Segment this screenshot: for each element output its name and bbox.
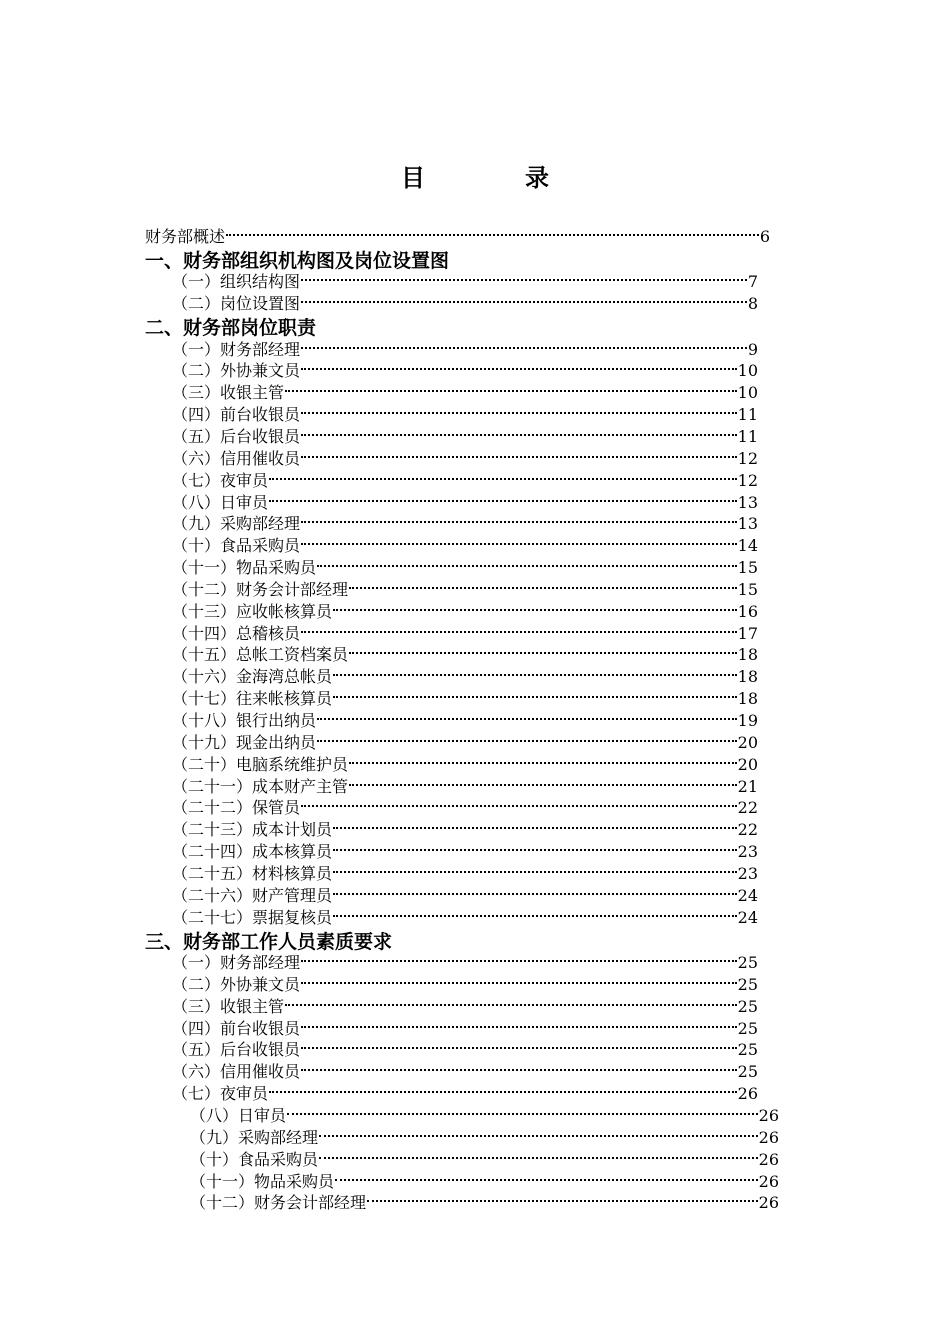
toc-entry[interactable] <box>172 688 758 710</box>
toc-entry[interactable] <box>172 797 758 819</box>
toc-entry-label: （十二）财务会计部经理 <box>172 579 349 599</box>
toc-entry-label: （六）信用催收员 <box>172 1062 301 1082</box>
dot-leader <box>269 500 737 502</box>
toc-entry-page-number: 11 <box>737 426 758 446</box>
toc-entry-page-number: 10 <box>737 383 758 403</box>
toc-entry[interactable] <box>172 1061 758 1083</box>
toc-entry[interactable] <box>172 996 758 1018</box>
toc-entry[interactable] <box>172 492 758 514</box>
toc-entry[interactable] <box>172 293 758 315</box>
toc-entry[interactable] <box>172 470 758 492</box>
toc-entry-label: （八）日审员 <box>172 492 269 512</box>
dot-leader <box>333 674 737 676</box>
dot-leader <box>301 1026 737 1028</box>
toc-entry[interactable] <box>145 226 770 248</box>
toc-entry-page-number: 18 <box>737 645 758 665</box>
toc-entry[interactable] <box>172 952 758 974</box>
toc-entry-label: （一）财务部经理 <box>172 339 301 359</box>
dot-leader <box>333 871 737 873</box>
page-title: 目 录 <box>401 163 587 192</box>
toc-entry[interactable] <box>172 841 758 863</box>
toc-entry-label: （六）信用催收员 <box>172 448 301 468</box>
toc-entry[interactable] <box>172 907 758 929</box>
dot-leader <box>269 478 737 480</box>
dot-leader <box>333 893 737 895</box>
dot-leader <box>333 849 737 851</box>
toc-entry[interactable] <box>172 732 758 754</box>
dot-leader <box>333 696 737 698</box>
dot-leader <box>226 234 759 236</box>
toc-section-heading: 二、财务部岗位职责 <box>145 317 317 340</box>
toc-entry-page-number: 24 <box>737 907 758 927</box>
toc-entry-page-number: 9 <box>747 339 758 359</box>
toc-entry-label: （十三）应收帐核算员 <box>172 601 333 621</box>
dot-leader <box>319 1157 758 1159</box>
toc-entry-label: （七）夜审员 <box>172 470 269 490</box>
toc-entry-label: （四）前台收银员 <box>172 405 301 425</box>
toc-entry[interactable] <box>172 579 758 601</box>
toc-entry-label: （九）采购部经理 <box>190 1127 319 1147</box>
toc-entry-page-number: 20 <box>737 754 758 774</box>
toc-entry[interactable] <box>190 1149 779 1171</box>
dot-leader <box>317 718 737 720</box>
toc-entry[interactable] <box>172 271 758 293</box>
toc-entry[interactable] <box>190 1105 779 1127</box>
toc-entry-label: （十一）物品采购员 <box>190 1171 335 1191</box>
toc-entry-page-number: 19 <box>737 711 758 730</box>
dot-leader <box>301 543 737 545</box>
dot-leader <box>301 412 737 414</box>
toc-entry-label: （二十二）保管员 <box>172 798 301 818</box>
toc-entry-page-number: 18 <box>737 689 758 709</box>
toc-entry-page-number: 18 <box>737 667 758 687</box>
toc-entry-label: （十四）总稽核员 <box>172 623 301 643</box>
dot-leader <box>349 652 737 654</box>
toc-entry-page-number: 24 <box>737 885 758 905</box>
toc-entry-label: （二）岗位设置图 <box>172 294 301 314</box>
toc-entry-label: （九）采购部经理 <box>172 514 301 534</box>
dot-leader <box>287 1113 758 1115</box>
toc-entry-label: （十七）往来帐核算员 <box>172 689 333 709</box>
toc-entry[interactable] <box>172 448 758 470</box>
toc-entry-label: （三）收银主管 <box>172 996 285 1016</box>
toc-entry-label: （十）食品采购员 <box>190 1149 319 1169</box>
dot-leader <box>333 827 737 829</box>
dot-leader <box>301 434 737 436</box>
toc-entry[interactable] <box>172 426 758 448</box>
toc-entry[interactable] <box>172 601 758 623</box>
toc-entry-label: （五）后台收银员 <box>172 1040 301 1060</box>
toc-entry[interactable] <box>172 1018 758 1040</box>
toc-entry-page-number: 11 <box>737 405 758 425</box>
toc-entry-page-number: 26 <box>758 1149 779 1169</box>
toc-entry[interactable] <box>172 1083 758 1105</box>
toc-entry-page-number: 17 <box>737 623 758 643</box>
toc-entry-page-number: 25 <box>737 1040 758 1060</box>
toc-entry-label: （二十四）成本核算员 <box>172 842 333 862</box>
toc-entry[interactable] <box>172 754 758 776</box>
toc-entry-label: （二十三）成本计划员 <box>172 820 333 840</box>
toc-entry-page-number: 26 <box>758 1127 779 1147</box>
dot-leader <box>333 915 737 917</box>
toc-entry-page-number: 25 <box>737 996 758 1016</box>
toc-entry-page-number: 16 <box>737 601 758 621</box>
toc-entry[interactable] <box>172 513 758 535</box>
toc-entry[interactable] <box>172 623 758 645</box>
toc-entry[interactable] <box>172 557 758 579</box>
toc-entry-label: （四）前台收银员 <box>172 1018 301 1038</box>
dot-leader <box>367 1200 758 1202</box>
toc-entry-page-number: 25 <box>737 1018 758 1038</box>
toc-entry-label: （十九）现金出纳员 <box>172 732 317 752</box>
toc-entry-page-number: 25 <box>737 974 758 994</box>
dot-leader <box>285 1004 737 1006</box>
toc-entry-page-number: 26 <box>758 1105 779 1125</box>
toc-entry-label: （七）夜审员 <box>172 1084 269 1104</box>
toc-entry-label: （二十）电脑系统维护员 <box>172 754 349 774</box>
toc-entry-page-number: 15 <box>737 579 758 599</box>
toc-entry-page-number: 12 <box>737 448 758 468</box>
toc-entry-page-number: 25 <box>737 953 758 972</box>
toc-entry-label: （十二）财务会计部经理 <box>190 1193 367 1213</box>
toc-section-heading: 一、财务部组织机构图及岗位设置图 <box>145 249 450 272</box>
toc-entry-label: （一）财务部经理 <box>172 953 301 972</box>
dot-leader <box>333 609 737 611</box>
dot-leader <box>301 1047 737 1049</box>
dot-leader <box>319 1135 758 1137</box>
toc-entry[interactable] <box>172 666 758 688</box>
toc-entry[interactable] <box>172 885 758 907</box>
toc-entry-page-number: 23 <box>737 863 758 883</box>
toc-entry[interactable] <box>172 404 758 426</box>
toc-entry-label: （一）组织结构图 <box>172 272 301 292</box>
toc-entry-label: （二十一）成本财产主管 <box>172 776 349 796</box>
toc-entry-page-number: 15 <box>737 558 758 578</box>
toc-entry[interactable] <box>172 360 758 382</box>
dot-leader <box>301 347 747 349</box>
toc-entry-label: （二十六）财产管理员 <box>172 885 333 905</box>
toc-entry[interactable] <box>190 1127 779 1149</box>
toc-entry-page-number: 20 <box>737 732 758 752</box>
toc-entry-page-number: 6 <box>759 227 770 246</box>
toc-entry-label: （十八）银行出纳员 <box>172 711 317 730</box>
toc-entry-page-number: 26 <box>758 1171 779 1191</box>
toc-entry[interactable] <box>172 382 758 404</box>
toc-entry-label: （二）外协兼文员 <box>172 974 301 994</box>
dot-leader <box>301 279 747 281</box>
toc-entry-page-number: 12 <box>737 470 758 490</box>
toc-entry[interactable] <box>172 535 758 557</box>
dot-leader <box>301 982 737 984</box>
toc-entry-label: （十一）物品采购员 <box>172 558 317 578</box>
toc-entry-page-number: 7 <box>747 272 758 292</box>
toc-entry-label: （二十五）材料核算员 <box>172 863 333 883</box>
toc-entry-page-number: 22 <box>737 798 758 818</box>
dot-leader <box>301 1069 737 1071</box>
dot-leader <box>269 1091 737 1093</box>
toc-entry[interactable] <box>172 974 758 996</box>
toc-entry[interactable] <box>190 1171 779 1193</box>
dot-leader <box>349 587 737 589</box>
toc-entry[interactable] <box>172 644 758 666</box>
dot-leader <box>301 301 747 303</box>
toc-entry-page-number: 25 <box>737 1062 758 1082</box>
dot-leader <box>349 784 737 786</box>
toc-entry[interactable] <box>172 776 758 798</box>
toc-entry-page-number: 10 <box>737 361 758 381</box>
toc-entry-page-number: 14 <box>737 536 758 556</box>
toc-entry-label: （十五）总帐工资档案员 <box>172 645 349 665</box>
toc-entry-label: （十六）金海湾总帐员 <box>172 667 333 687</box>
dot-leader <box>301 631 737 633</box>
toc-entry[interactable] <box>172 863 758 885</box>
toc-entry-label: （三）收银主管 <box>172 383 285 403</box>
toc-entry[interactable] <box>190 1192 779 1214</box>
dot-leader <box>317 740 737 742</box>
toc-entry-page-number: 13 <box>737 514 758 534</box>
toc-entry[interactable] <box>172 710 758 732</box>
toc-entry-page-number: 22 <box>737 820 758 840</box>
toc-entry-label: （二十七）票据复核员 <box>172 907 333 927</box>
toc-section-heading: 三、财务部工作人员素质要求 <box>145 930 393 953</box>
toc-entry-label: （十）食品采购员 <box>172 536 301 556</box>
toc-entry-page-number: 26 <box>737 1084 758 1104</box>
toc-entry[interactable] <box>172 339 758 361</box>
toc-entry-page-number: 13 <box>737 492 758 512</box>
toc-entry-label: （二）外协兼文员 <box>172 361 301 381</box>
toc-entry-page-number: 21 <box>737 776 758 796</box>
toc-entry-page-number: 23 <box>737 842 758 862</box>
toc-entry[interactable] <box>172 819 758 841</box>
dot-leader <box>301 960 737 962</box>
dot-leader <box>285 390 737 392</box>
toc-entry-page-number: 26 <box>758 1193 779 1213</box>
toc-entry[interactable] <box>172 1039 758 1061</box>
dot-leader <box>301 521 737 523</box>
toc-entry-label: （五）后台收银员 <box>172 426 301 446</box>
dot-leader <box>335 1179 758 1181</box>
dot-leader <box>301 805 737 807</box>
dot-leader <box>349 762 737 764</box>
dot-leader <box>301 368 737 370</box>
toc-entry-label: 财务部概述 <box>145 227 226 246</box>
dot-leader <box>317 565 737 567</box>
toc-entry-page-number: 8 <box>747 294 758 314</box>
toc-entry-label: （八）日审员 <box>190 1105 287 1125</box>
dot-leader <box>301 456 737 458</box>
